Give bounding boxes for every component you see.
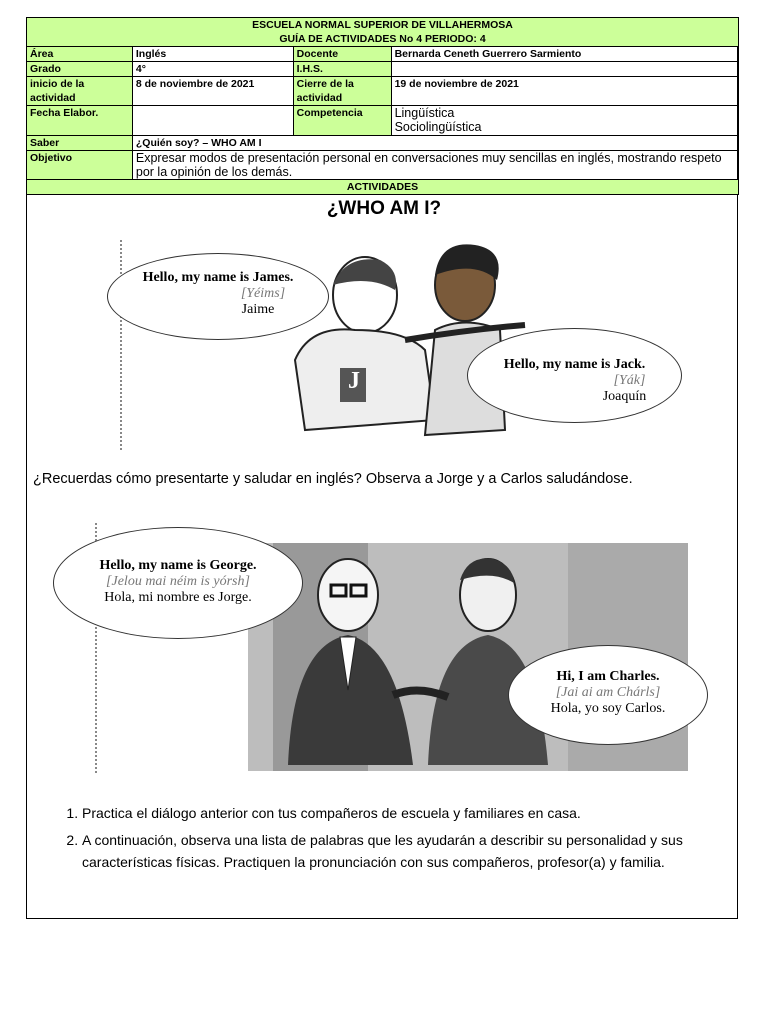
area-label: Área [27, 47, 133, 62]
area-value: Inglés [132, 47, 293, 62]
page-title: ¿WHO AM I? [326, 198, 442, 219]
end-label: Cierre de la actividad [293, 77, 391, 106]
school-name: ESCUELA NORMAL SUPERIOR DE VILLAHERMOSA GUÍA DE ACTIVIDADES No 4 PERIODO: 4 [27, 18, 739, 47]
james-speech-bubble: Hello, my name is James. [Yéims] Jaime [107, 253, 329, 340]
grade-value: 4° [132, 62, 293, 77]
end-value: 19 de noviembre de 2021 [391, 77, 738, 106]
instruction-item-2: 2. A continuación, observa una lista de palabras que les ayudarán a describir su personalidad y sus características físicas. Practiquen la pronunciación con sus compañeros, profesor(a) y familia. [82, 829, 728, 873]
competence-label: Competencia [293, 106, 391, 136]
charles-speech-bubble: Hi, I am Charles. [Jai ai am Chárls] Hola, yo soy Carlos. [508, 645, 708, 745]
objective-value: Expresar modos de presentación personal en conversaciones muy sencillas en inglés, mostrando respeto por la opinión de los demás. [132, 151, 738, 180]
saber-value: ¿Quién soy? – WHO AM I [132, 136, 738, 151]
guide-title: GUÍA DE ACTIVIDADES No 4 PERIODO: 4 [279, 33, 486, 45]
scene1-illustration [105, 230, 715, 450]
start-label: inicio de la actividad [27, 77, 133, 106]
ihs-label: I.H.S. [293, 62, 391, 77]
saber-label: Saber [27, 136, 133, 151]
objective-label: Objetivo [27, 151, 133, 180]
teacher-label: Docente [293, 47, 391, 62]
jack-speech-bubble: Hello, my name is Jack. [Yák] Joaquín [467, 328, 682, 423]
shirt-letter: J [348, 368, 360, 394]
question-text: ¿Recuerdas cómo presentarte y saludar en inglés? Observa a Jorge y a Carlos saludándose. [33, 471, 633, 487]
header-table [26, 17, 739, 195]
instructions-list [0, 802, 768, 878]
scene2-illustration [48, 515, 710, 773]
start-value: 8 de noviembre de 2021 [132, 77, 293, 106]
teacher-value: Bernarda Ceneth Guerrero Sarmiento [391, 47, 738, 62]
elab-value [132, 106, 293, 136]
competence-value: Lingüística Sociolingüística [391, 106, 738, 136]
george-speech-bubble: Hello, my name is George. [Jelou mai néim is yórsh] Hola, mi nombre es Jorge. [53, 527, 303, 639]
elab-label: Fecha Elabor. [27, 106, 133, 136]
ihs-value [391, 62, 738, 77]
instruction-item-1: 1. Practica el diálogo anterior con tus compañeros de escuela y familiares en casa. [82, 802, 728, 824]
grade-label: Grado [27, 62, 133, 77]
activities-heading: ACTIVIDADES [27, 180, 739, 195]
